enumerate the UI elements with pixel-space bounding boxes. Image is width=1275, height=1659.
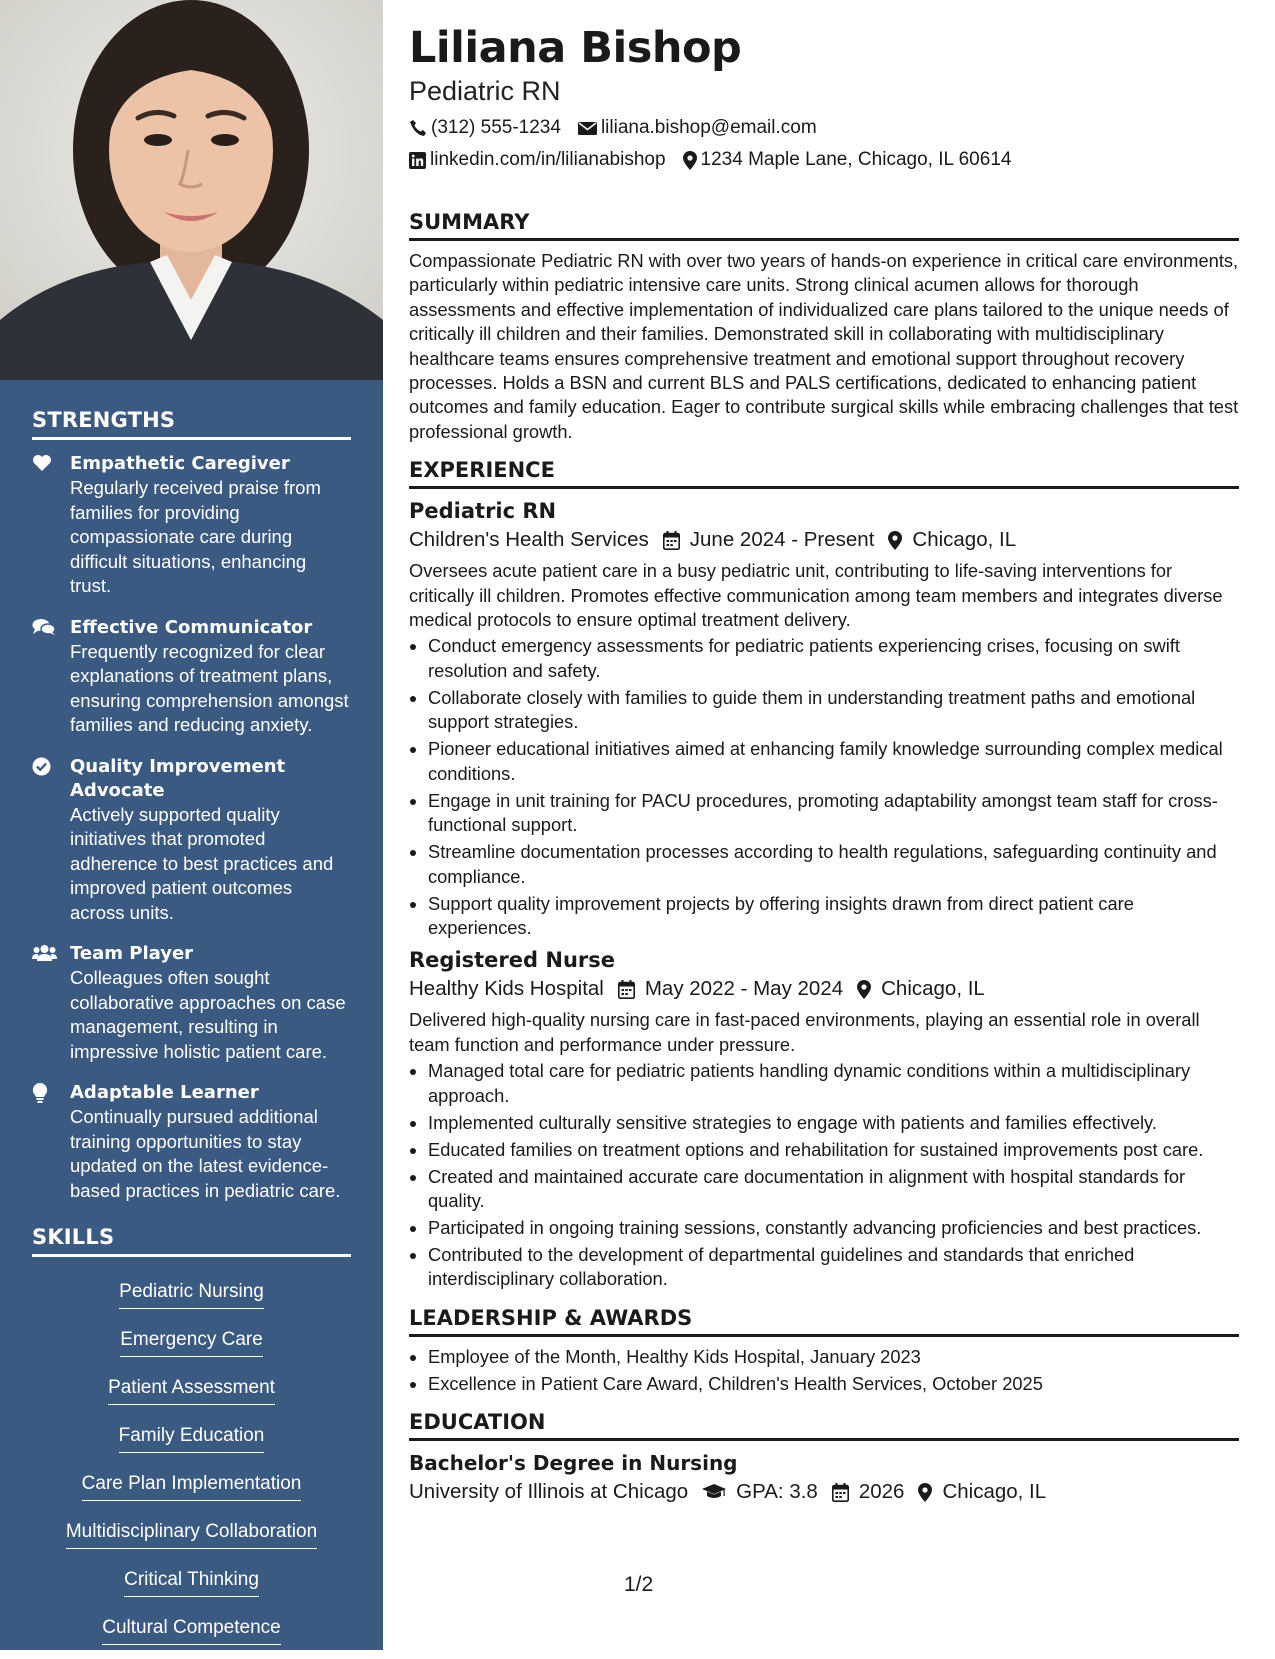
skill-tag: Critical Thinking <box>124 1567 259 1597</box>
map-pin-icon <box>683 151 697 170</box>
map-pin-icon <box>857 980 871 999</box>
list-item: • Managed total care for pediatric patients handling dynamic conditions within a multidisciplinary approach. <box>428 1059 1239 1108</box>
email[interactable] <box>578 116 817 140</box>
graduation-cap-icon <box>702 1483 726 1501</box>
job-location <box>888 525 1016 555</box>
skill-tag: Multidisciplinary Collaboration <box>66 1519 317 1549</box>
graduation-year <box>832 1477 905 1507</box>
job-location <box>857 974 985 1004</box>
strength-title: Empathetic Caregiver <box>70 453 290 474</box>
skill-tag: Pediatric Nursing <box>119 1279 264 1309</box>
calendar-icon <box>832 1483 849 1502</box>
list-item: • Participated in ongoing training sessions, constantly advancing proficiencies and best practices. <box>428 1216 1239 1240</box>
education-location-text: Chicago, IL <box>942 1480 1047 1504</box>
strengths-heading: STRENGTHS <box>32 408 351 440</box>
education-location <box>918 1477 1046 1507</box>
candidate-name: Liliana Bishop <box>409 23 742 73</box>
education-heading: EDUCATION <box>409 1410 1239 1441</box>
address <box>683 148 1012 172</box>
contact-row <box>409 116 1239 140</box>
contact-row <box>409 148 1239 172</box>
email-text[interactable]: liliana.bishop@email.com <box>600 117 817 138</box>
list-item: • Employee of the Month, Healthy Kids Hospital, January 2023 <box>428 1345 1239 1369</box>
strength-item <box>32 942 351 1064</box>
job-bullets <box>409 634 1239 940</box>
strength-item <box>32 616 351 738</box>
calendar-icon <box>618 980 635 999</box>
phone-icon <box>409 119 427 137</box>
list-item: • Streamline documentation processes according to health regulations, safeguarding continuity and compliance. <box>428 840 1239 889</box>
graduation-year-text: 2026 <box>858 1480 905 1504</box>
job-location-text: Chicago, IL <box>881 977 985 1001</box>
awards-heading: LEADERSHIP & AWARDS <box>409 1306 1239 1337</box>
linkedin-text[interactable]: linkedin.com/in/lilianabishop <box>430 149 666 170</box>
job-meta <box>409 525 1239 555</box>
job-dates <box>618 974 843 1004</box>
strength-description: Actively supported quality initiatives that promoted adherence to best practices and improved patient outcomes across units. <box>70 803 334 923</box>
job-company: Healthy Kids Hospital <box>409 977 604 1001</box>
summary-heading: SUMMARY <box>409 210 1239 241</box>
strength-description: Continually pursued additional training opportunities to stay updated on the latest evidence-based practices in pediatric care. <box>70 1106 341 1201</box>
job-entry <box>409 497 1239 940</box>
skill-tag: Family Education <box>119 1423 265 1453</box>
candidate-title: Pediatric RN <box>409 76 561 106</box>
strength-title: Quality Improvement Advocate <box>70 755 286 801</box>
school-name: University of Illinois at Chicago <box>409 1480 689 1504</box>
check-circle-icon <box>32 755 70 926</box>
list-item: • Contributed to the development of departmental guidelines and standards that enriched interdisciplinary collaboration. <box>428 1243 1239 1292</box>
skill-tag: Emergency Care <box>120 1327 263 1357</box>
gpa <box>702 1477 818 1507</box>
degree-title: Bachelor's Degree in Nursing <box>409 1451 738 1476</box>
heart-icon <box>32 452 70 599</box>
job-company: Children's Health Services <box>409 528 649 552</box>
job-bullets <box>409 1059 1239 1292</box>
chat-icon <box>32 616 70 738</box>
experience-heading: EXPERIENCE <box>409 458 1239 489</box>
list-item: • Educated families on treatment options and rehabilitation for sustained improvements post care. <box>428 1138 1239 1162</box>
gpa-text: GPA: 3.8 <box>736 1480 818 1504</box>
list-item: • Pioneer educational initiatives aimed at enhancing family knowledge surrounding complex medical conditions. <box>428 737 1239 786</box>
skill-tag: Care Plan Implementation <box>82 1471 302 1501</box>
profile-photo <box>0 0 383 380</box>
strength-description: Colleagues often sought collaborative approaches on case management, resulting in impressive holistic patient care. <box>70 967 346 1062</box>
strength-title: Effective Communicator <box>70 616 313 638</box>
phone <box>409 116 561 140</box>
strength-title: Team Player <box>70 943 194 964</box>
job-entry <box>409 946 1239 1291</box>
list-item: • Conduct emergency assessments for pediatric patients experiencing crises, focusing on swift resolution and safety. <box>428 634 1239 683</box>
strength-item <box>32 755 351 926</box>
awards-list <box>409 1345 1239 1396</box>
list-item: • Support quality improvement projects by offering insights drawn from direct patient care experiences. <box>428 892 1239 941</box>
list-item: • Excellence in Patient Care Award, Children's Health Services, October 2025 <box>428 1372 1239 1396</box>
calendar-icon <box>663 531 680 550</box>
lightbulb-icon <box>32 1081 70 1203</box>
envelope-icon <box>578 121 597 136</box>
phone-text: (312) 555-1234 <box>431 117 561 138</box>
linkedin-icon <box>409 152 426 169</box>
job-dates-text: May 2022 - May 2024 <box>644 977 844 1001</box>
main-content <box>409 22 1239 1511</box>
job-title: Registered Nurse <box>409 948 615 973</box>
job-meta <box>409 974 1239 1004</box>
job-dates-text: June 2024 - Present <box>689 528 875 552</box>
linkedin[interactable] <box>409 148 666 172</box>
map-pin-icon <box>918 1483 932 1502</box>
job-dates <box>663 525 875 555</box>
strength-item <box>32 452 351 599</box>
skill-tag: Cultural Competence <box>102 1615 280 1645</box>
strength-item <box>32 1081 351 1203</box>
list-item: • Implemented culturally sensitive strategies to engage with patients and families effectively. <box>428 1111 1239 1135</box>
strength-description: Regularly received praise from families for providing compassionate care during difficult situations, enhancing trust. <box>70 477 321 596</box>
list-item: • Engage in unit training for PACU procedures, promoting adaptability amongst team staff for cross-functional support. <box>428 789 1239 838</box>
job-title: Pediatric RN <box>409 499 557 524</box>
skills-list <box>32 1269 351 1659</box>
job-description: Delivered high-quality nursing care in fast-paced environments, playing an essential role in overall team function and performance under pressure. <box>409 1009 1200 1055</box>
skills-heading: SKILLS <box>32 1225 351 1257</box>
page-number: 1/2 <box>624 1573 654 1596</box>
sidebar <box>0 0 383 1650</box>
strength-description: Frequently recognized for clear explanations of treatment plans, ensuring comprehension amongst families and reducing anxiety. <box>70 640 349 735</box>
list-item: • Created and maintained accurate care documentation in alignment with hospital standards for quality. <box>428 1165 1239 1214</box>
users-icon <box>32 942 70 1064</box>
map-pin-icon <box>888 531 902 550</box>
strength-title: Adaptable Learner <box>70 1082 259 1103</box>
job-location-text: Chicago, IL <box>912 528 1017 552</box>
skill-tag: Patient Assessment <box>108 1375 275 1405</box>
summary-text: Compassionate Pediatric RN with over two years of hands-on experience in critical care environments, particularly within pediatric intensive care units. Strong clinical acumen allows for thorough assessments and effective implementation of individualized care plans tailored to the unique needs of critically ill children and their families. Demonstrated skill in collaborating with multidisciplinary healthcare teams ensures comprehensive treatment and emotional support throughout recovery processes. Holds a BSN and current BLS and PALS certifications, dedicated to enhancing patient outcomes and family education. Eager to contribute surgical skills while embracing challenges that test professional growth. <box>409 250 1239 442</box>
address-text: 1234 Maple Lane, Chicago, IL 60614 <box>700 149 1012 170</box>
education-meta <box>409 1477 1239 1507</box>
list-item: • Collaborate closely with families to guide them in understanding treatment paths and emotional support strategies. <box>428 686 1239 735</box>
job-description: Oversees acute patient care in a busy pediatric unit, contributing to life-saving interventions for critically ill children. Promotes effective communication among team members and integrates diverse medical protocols to ensure optimal treatment delivery. <box>409 560 1223 631</box>
